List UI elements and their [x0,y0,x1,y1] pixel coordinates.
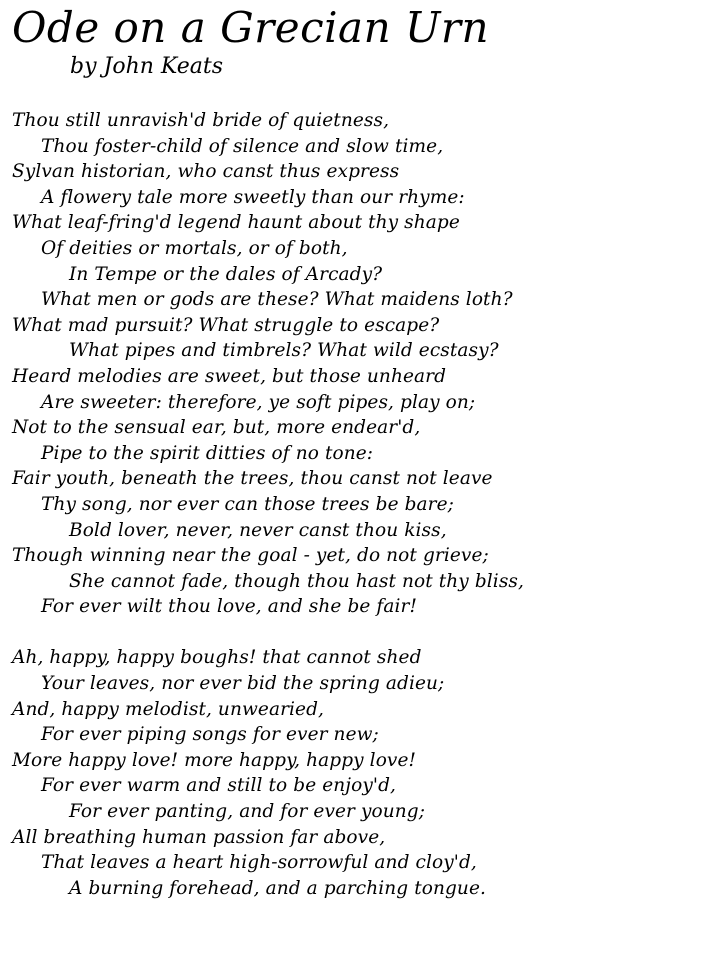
poem-line: Heard melodies are sweet, but those unheard [12,365,447,387]
poem-byline: by John Keats [70,54,224,79]
poem-line: What mad pursuit? What struggle to escape? [12,314,440,336]
poem-line: She cannot fade, though thou hast not thy bliss, [69,570,524,592]
poem-line: What pipes and timbrels? What wild ecstasy? [69,340,499,362]
poem-line: For ever panting, and for ever young; [69,800,426,822]
poem-line: Bold lover, never, never canst thou kiss, [69,519,447,541]
stanza [12,108,712,620]
poem-line: Though winning near the goal - yet, do not grieve; [12,545,489,567]
poem-body [12,108,712,901]
poem-line: A flowery tale more sweetly than our rhyme: [41,186,465,208]
poem-line: Pipe to the spirit ditties of no tone: [41,442,374,464]
poem-line: All breathing human passion far above, [12,826,386,848]
poem-line: Sylvan historian, who canst thus express [12,161,400,183]
poem-line: In Tempe or the dales of Arcady? [69,263,383,285]
poem-line: That leaves a heart high-sorrowful and cloy'd, [41,852,477,874]
poem-title: Ode on a Grecian Urn [12,3,490,52]
poem-line: For ever piping songs for ever new; [41,724,379,746]
poem-page [12,4,712,927]
stanza [12,645,712,901]
poem-line: Not to the sensual ear, but, more endear'd, [12,417,421,439]
poem-line: What men or gods are these? What maidens loth? [41,289,513,311]
poem-line: And, happy melodist, unwearied, [12,698,325,720]
poem-line: Are sweeter: therefore, ye soft pipes, play on; [41,391,476,413]
poem-line: What leaf-fring'd legend haunt about thy shape [12,212,460,234]
poem-line: Thou still unravish'd bride of quietness, [12,110,390,131]
poem-line: Of deities or mortals, or of both, [41,237,348,259]
poem-line: Your leaves, nor ever bid the spring adieu; [41,672,445,694]
poem-line: For ever wilt thou love, and she be fair! [41,596,417,618]
poem-line: Thou foster-child of silence and slow time, [41,135,444,157]
poem-line: More happy love! more happy, happy love! [12,749,417,771]
poem-line: Ah, happy, happy boughs! that cannot shed [12,647,422,669]
poem-line: Thy song, nor ever can those trees be bare; [41,493,454,515]
poem-line: A burning forehead, and a parching tongue. [69,877,486,899]
poem-line: Fair youth, beneath the trees, thou canst not leave [12,468,493,490]
poem-line: For ever warm and still to be enjoy'd, [41,775,397,797]
